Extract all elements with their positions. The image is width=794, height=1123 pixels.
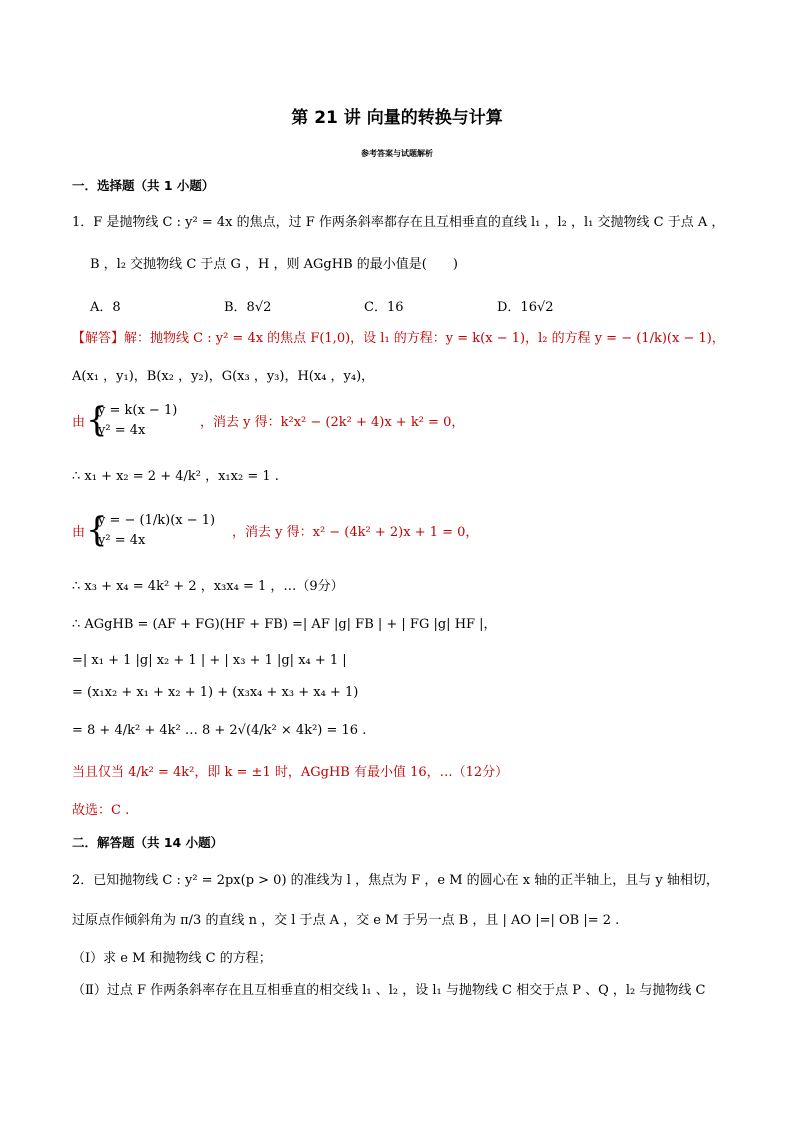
solution-line-2: A(x₁ ，y₁)，B(x₂ ，y₂)，G(x₃ ，y₃)，H(x₄ ，y₄)， [72,369,375,384]
solution-line-7: ∴ AGgHB = (AF + FG)(HF + FB) =| AF |g| FB | + | FG |g| HF |， [72,617,497,632]
system-brace-2: { [86,510,108,550]
question-1-line-1: 1．F 是抛物线 C : y² = 4x 的焦点，过 F 作两条斜率都存在且互相垂直的直线 l₁ ，l₂ ，l₁ 交抛物线 C 于点 A ， [72,215,725,230]
system-1-eq-1: y = k(x − 1) [98,403,178,418]
system-brace-1: { [86,400,108,440]
solution-text-1: 解：抛物线 C : y² = 4x 的焦点 F(1,0)，设 l₁ 的方程：y = k(x − 1)，l₂ 的方程 y = − (1/k)(x − 1)， [124,331,725,346]
solution-line-4: ∴ x₁ + x₂ = 2 + 4/k² ，x₁x₂ = 1 . [72,469,279,484]
page-subtitle: 参考答案与试题解析 [361,149,433,158]
question-2-line-2: 过原点作倾斜角为 π/3 的直线 n ，交 l 于点 A ，交 e M 于另一点 B ，且 | AO |=| OB |= 2 . [72,913,620,928]
solution-line-10: = 8 + 4/k² + 4k² … 8 + 2√(4/k² × 4k²) = 16 . [72,723,367,738]
solution-line-1 [72,330,725,348]
question-2-line-3: （Ⅰ）求 e M 和抛物线 C 的方程； [72,951,272,966]
solution-tag: 【解答】 [72,331,125,346]
system-1-result: ，消去 y 得：k²x² − (2k² + 4)x + k² = 0， [200,415,465,430]
system-2-eq-2: y² = 4x [98,533,146,548]
section-heading-answer: 二．解答题（共 14 小题） [72,835,224,850]
question-2-line-4: （Ⅱ）过点 F 作两条斜率存在且互相垂直的相交线 l₁ 、l₂ ，设 l₁ 与抛物线 C 相交于点 P 、Q ，l₂ 与抛物线 C [72,983,706,998]
option-d: D．16√2 [497,300,554,315]
system-2-result: ，消去 y 得：x² − (4k² + 2)x + 1 = 0， [232,525,479,540]
solution-line-11: 当且仅当 4/k² = 4k²，即 k = ±1 时，AGgHB 有最小值 16，…（12分） [72,765,509,780]
question-2-line-1: 2．已知抛物线 C : y² = 2px(p > 0) 的准线为 l ，焦点为 F ，e M 的圆心在 x 轴的正半轴上，且与 y 轴相切， [72,873,719,888]
solution-line-12: 故选：C . [72,803,130,818]
option-a: A．8 [90,300,121,315]
solution-line-8: =| x₁ + 1 |g| x₂ + 1 | + | x₃ + 1 |g| x₄ + 1 | [72,653,347,668]
solution-line-9: = (x₁x₂ + x₁ + x₂ + 1) + (x₃x₄ + x₃ + x₄ + 1) [72,685,359,700]
page-title: 第 21 讲 向量的转换与计算 [291,108,503,128]
system-1-eq-2: y² = 4x [98,423,146,438]
option-c: C．16 [364,300,404,315]
question-1-line-2: B ，l₂ 交抛物线 C 于点 G ，H ，则 AGgHB 的最小值是( ) [90,257,458,272]
system-prefix-1: 由 [72,415,86,430]
option-b: B．8√2 [224,300,272,315]
system-prefix-2: 由 [72,525,86,540]
system-2-eq-1: y = − (1/k)(x − 1) [98,513,216,528]
section-heading-choice: 一．选择题（共 1 小题） [72,178,215,193]
solution-line-6: ∴ x₃ + x₄ = 4k² + 2 ，x₃x₄ = 1 ，…（9分） [72,579,344,594]
